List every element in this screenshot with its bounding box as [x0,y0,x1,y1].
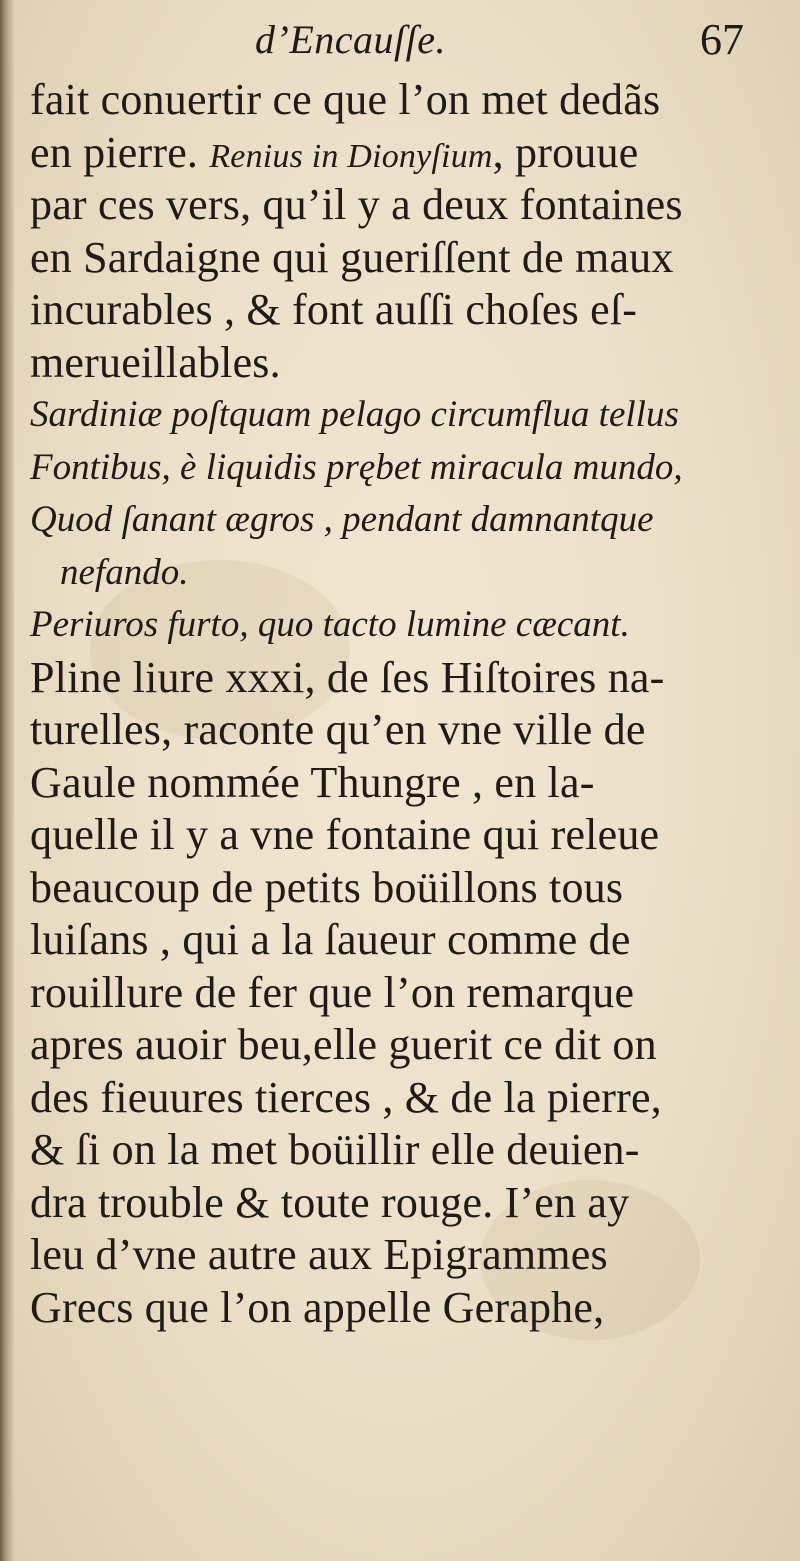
text-line [30,1124,770,1177]
text-line [30,809,770,862]
verse-line [30,442,770,495]
line-text: Gaule nommée Thungre , en la- [30,757,595,807]
citation-italic: Renius in Dionyſium [209,137,493,175]
line-text: luiſans , qui a la ſaueur comme de [30,915,631,964]
line-text: Fontibus, è liquidis prębet miracula mundo, [30,446,683,488]
text-line [30,652,770,705]
text-line [30,914,770,967]
text-line [30,284,770,337]
line-text: rouillure de fer que l’on remarque [30,967,635,1017]
text-line [30,757,770,810]
line-text: des fieuures tierces , & de la pierre, [30,1072,662,1122]
text-line [30,704,770,757]
line-text: Periuros furto, quo tacto lumine cæcant. [30,604,630,645]
line-text: Pline liure xxxi, de ſes Hiſtoires na- [30,652,665,702]
line-text: Grecs que l’on appelle Geraphe, [30,1282,605,1332]
running-head: d’Encauſſe. [255,17,446,62]
line-text-continued: , prouue [492,127,639,177]
line-text: apres auoir beu,elle guerit ce dit on [30,1020,657,1069]
text-line [30,1019,770,1072]
verse-line [30,494,770,547]
line-text: Sardiniæ poſtquam pelago circumflua tellus [30,394,679,435]
page-header [0,14,800,74]
line-text: en Sardaigne qui gueriſſent de maux [30,232,674,282]
text-line [30,967,770,1020]
line-text: par ces vers, qu’il y a deux fontaines [30,180,683,229]
text-line [30,1177,770,1230]
text-line [30,232,770,285]
verse-line [30,599,770,652]
line-text: fait conuertir ce que l’on met dedãs [30,75,661,124]
line-text: dra trouble & toute rouge. I’en ay [30,1177,630,1227]
verse-line [30,547,770,600]
line-text: & ſi on la met boüillir elle deuien- [30,1125,640,1174]
line-text: beaucoup de petits boüillons tous [30,862,624,912]
line-text: incurables , & font auſſi choſes eſ- [30,285,638,334]
line-text: en pierre. [30,127,210,177]
text-line [30,1072,770,1125]
body-text [30,74,770,1334]
line-text: Quod ſanant ægros , pendant damnantque [30,499,654,540]
text-line [30,337,770,390]
line-text: quelle il y a vne fontaine qui releue [30,810,660,859]
text-line [30,862,770,915]
line-text: turelles, raconte qu’en vne ville de [30,705,646,754]
page-number: 67 [700,15,744,64]
line-text: leu d’vne autre aux Epigrammes [30,1230,608,1279]
verse-line [30,389,770,442]
text-line [30,1282,770,1335]
binding-edge [0,0,14,1561]
text-line [30,74,770,127]
line-text: nefando. [60,551,189,593]
text-line [30,1229,770,1282]
line-text: merueillables. [30,337,281,387]
text-line [30,127,770,180]
text-line [30,179,770,232]
